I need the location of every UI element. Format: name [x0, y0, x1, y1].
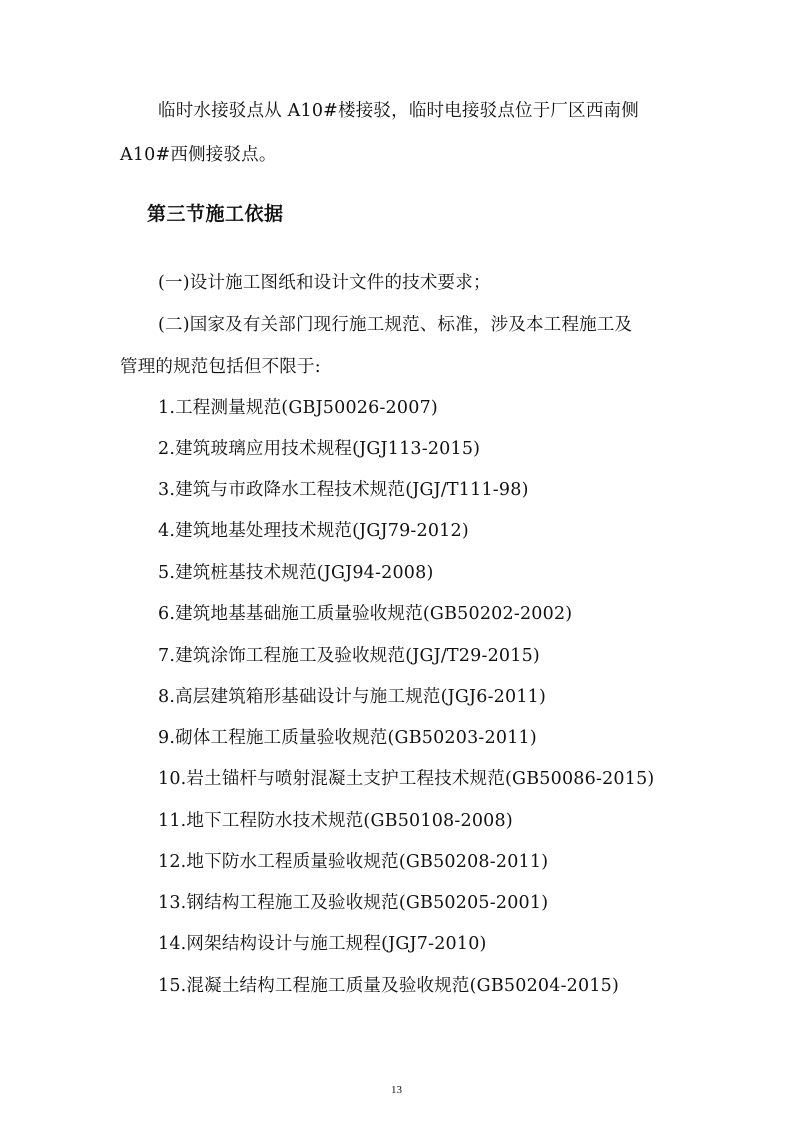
- standard-item: 14.网架结构设计与施工规程(JGJ7-2010): [158, 934, 487, 954]
- intro-paragraph-line-2: A10#西侧接驳点。: [120, 145, 277, 165]
- basis-item-1: (一)设计施工图纸和设计文件的技术要求；: [158, 273, 491, 293]
- standard-item: 15.混凝土结构工程施工质量及验收规范(GB50204-2015): [158, 976, 620, 996]
- basis-item-2-line-1: (二)国家及有关部门现行施工规范、标准，涉及本工程施工及: [158, 315, 633, 335]
- standard-item: 4.建筑地基处理技术规范(JGJ79-2012): [158, 521, 469, 541]
- standard-item: 13.钢结构工程施工及验收规范(GB50205-2001): [158, 893, 549, 913]
- standard-item: 5.建筑桩基技术规范(JGJ94-2008): [158, 563, 434, 583]
- standard-item: 11.地下工程防水技术规范(GB50108-2008): [158, 811, 513, 831]
- section-heading: 第三节施工依据: [147, 203, 284, 225]
- standard-item: 2.建筑玻璃应用技术规程(JGJ113-2015): [158, 439, 481, 459]
- standard-item: 7.建筑涂饰工程施工及验收规范(JGJ/T29-2015): [158, 646, 540, 666]
- standard-item: 10.岩土锚杆与喷射混凝土支护工程技术规范(GB50086-2015): [158, 769, 655, 789]
- standard-item: 6.建筑地基基础施工质量验收规范(GB50202-2002): [158, 604, 573, 624]
- standard-item: 3.建筑与市政降水工程技术规范(JGJ/T111-98): [158, 480, 529, 500]
- basis-item-2-line-2: 管理的规范包括但不限于:: [120, 357, 321, 377]
- standard-item: 9.砌体工程施工质量验收规范(GB50203-2011): [158, 728, 537, 748]
- standard-item: 8.高层建筑箱形基础设计与施工规范(JGJ6-2011): [158, 687, 547, 707]
- standard-item: 1.工程测量规范(GBJ50026-2007): [158, 398, 438, 418]
- standard-item: 12.地下防水工程质量验收规范(GB50208-2011): [158, 852, 549, 872]
- intro-paragraph-line-1: 临时水接驳点从 A10#楼接驳，临时电接驳点位于厂区西南侧: [158, 101, 639, 121]
- page-number: 13: [391, 1084, 402, 1096]
